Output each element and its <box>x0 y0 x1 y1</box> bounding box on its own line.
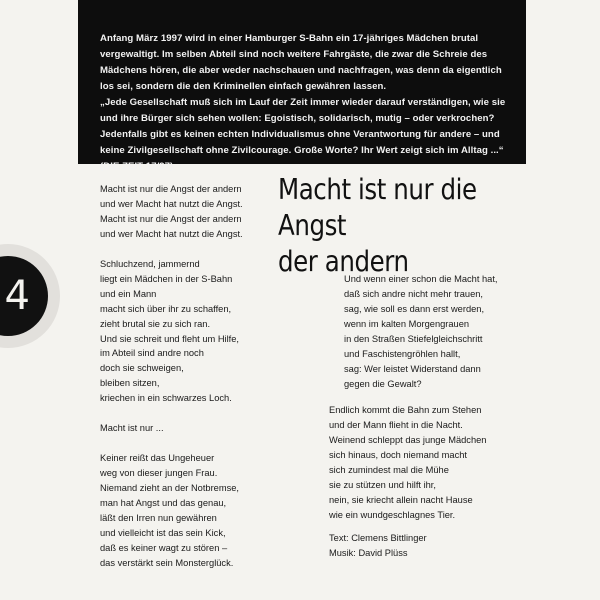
credit-text: Text: Clemens Bittlinger <box>329 533 427 543</box>
lyrics-line: Weinend schleppt das junge Mädchen <box>329 434 487 445</box>
lyrics-line: weg von dieser jungen Frau. <box>100 468 218 479</box>
lyrics-line: daß sich andre nicht mehr trauen, <box>344 288 484 299</box>
lyrics-line: sich zumindest mal die Mühe <box>329 464 449 475</box>
lyrics-stanza <box>100 182 243 242</box>
lyrics-right-stanza-2 <box>329 403 486 523</box>
lyrics-line: Und wenn einer schon die Macht hat, <box>344 274 498 284</box>
lyrics-line: Endlich kommt die Bahn zum Stehen <box>329 405 482 415</box>
lyrics-stanza <box>100 451 243 571</box>
lyrics-line: und wer Macht hat nutzt die Angst. <box>100 228 243 239</box>
lyrics-line: Macht ist nur ... <box>100 423 164 434</box>
lyrics-line: Macht ist nur die Angst der andern <box>100 184 242 194</box>
lyrics-line: bleiben sitzen, <box>100 378 160 389</box>
lyrics-line: daß es keiner wagt zu stören – <box>100 542 228 553</box>
song-title <box>278 172 536 280</box>
lyrics-line: das verstärkt sein Monsterglück. <box>100 557 234 568</box>
lyrics-line: Und sie schreit und fleht um Hilfe, <box>100 333 239 344</box>
credit-music: Musik: David Plüss <box>329 547 408 558</box>
intro-paragraph-1: Anfang März 1997 wird in einer Hamburger S-Bahn ein 17-jähriges Mädchen brutal vergewaltigt. Im selben Abteil sind noch weitere Fahrgäste, die zwar die Schreie des Mädchens hören, die aber weder nachschauen und nachfragen, was denn da eigentlich los sei, sondern die den Kriminellen einfach gewähren lassen. <box>100 33 502 92</box>
lyrics-line: man hat Angst und das genau, <box>100 497 227 508</box>
lyrics-line: macht sich über ihr zu schaffen, <box>100 303 232 314</box>
lyrics-line: zieht brutal sie zu sich ran. <box>100 318 211 329</box>
lyrics-line: in den Straßen Stiefelgleichschritt <box>344 333 483 344</box>
lyrics-stanza <box>100 257 243 407</box>
lyrics-right-stanza-1 <box>344 272 498 392</box>
lyrics-line: gegen die Gewalt? <box>344 378 422 389</box>
lyrics-line: sag: Wer leistet Widerstand dann <box>344 363 481 374</box>
intro-box <box>78 0 526 172</box>
lyrics-line: und vielleicht ist das sein Kick, <box>100 527 226 538</box>
lyrics-stanza <box>100 421 243 436</box>
track-number-badge <box>0 244 60 348</box>
lyrics-line: Macht ist nur die Angst der andern <box>100 213 242 224</box>
lyrics-line: und Faschistengröhlen hallt, <box>344 348 461 359</box>
intro-paragraph-2: „Jede Gesellschaft muß sich im Lauf der Zeit immer wieder darauf verständigen, wie sie und ihre Bürger sich sehen wollen: Egoistisch, solidarisch, mutig – oder verkrochen? Jedenfalls gibt es keinen echten Individualismus ohne Verantwortung für andere – und keine Zivilgesellschaft ohne Zivilcourage. Große Worte? Ihr Wert zeigt sich im Alltag ...“ (DIE ZEIT 17/97) <box>100 97 506 172</box>
lyrics-line: nein, sie kriecht allein nacht Hause <box>329 494 473 505</box>
lyrics-line: Niemand zieht an der Notbremse, <box>100 483 240 494</box>
lyrics-line: Keiner reißt das Ungeheuer <box>100 453 215 464</box>
lyrics-line: läßt den Irren nun gewähren <box>100 512 217 523</box>
lyrics-left-column <box>100 182 243 586</box>
lyrics-line: doch sie schweigen, <box>100 363 184 374</box>
lyrics-line: und der Mann flieht in die Nacht. <box>329 419 463 430</box>
credits <box>329 531 427 561</box>
song-title-line-2: der andern <box>278 245 409 278</box>
lyrics-line: wenn im kalten Morgengrauen <box>344 318 470 329</box>
lyrics-line: liegt ein Mädchen in der S-Bahn <box>100 273 233 284</box>
song-title-line-1: Macht ist nur die Angst <box>278 173 477 242</box>
lyrics-line: im Abteil sind andre noch <box>100 348 204 359</box>
lyrics-line: und wer Macht hat nutzt die Angst. <box>100 198 243 209</box>
lyrics-line: kriechen in ein schwarzes Loch. <box>100 393 232 404</box>
lyrics-line: und ein Mann <box>100 288 157 299</box>
lyrics-line: sich hinaus, doch niemand macht <box>329 449 467 460</box>
lyrics-line: sie zu stützen und hilft ihr, <box>329 479 436 490</box>
lyrics-line: sag, wie soll es dann erst werden, <box>344 303 485 314</box>
track-number: 4 <box>0 256 48 336</box>
lyrics-line: wie ein wundgeschlagnes Tier. <box>329 509 456 520</box>
lyrics-line: Schluchzend, jammernd <box>100 258 200 269</box>
